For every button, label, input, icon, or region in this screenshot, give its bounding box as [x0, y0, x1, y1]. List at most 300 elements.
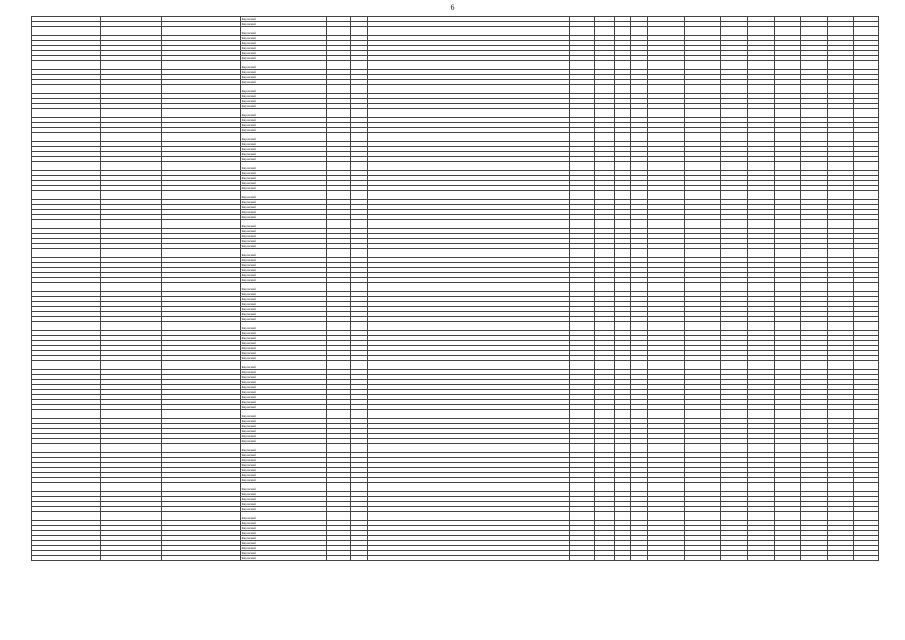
table-cell — [747, 191, 774, 200]
table-cell — [647, 444, 684, 453]
table-cell — [631, 109, 647, 118]
table-cell — [774, 322, 801, 331]
table-cell — [161, 556, 240, 561]
table-cell — [721, 361, 748, 370]
table-body — [32, 17, 879, 561]
table-cell: Кировский — [240, 497, 326, 502]
table-cell: Кировский — [240, 336, 326, 341]
table-cell — [647, 483, 684, 492]
table-cell — [32, 410, 101, 419]
table-cell — [647, 361, 684, 370]
table-cell — [854, 483, 879, 492]
table-cell: Кировский — [240, 483, 326, 492]
table-cell — [570, 483, 595, 492]
table-cell: Кировский — [240, 439, 326, 444]
table-cell — [570, 361, 595, 370]
table-cell — [631, 85, 647, 94]
table-cell: Кировский — [240, 186, 326, 191]
table-cell: Кировский — [240, 181, 326, 186]
table-cell — [32, 220, 101, 229]
table-cell — [721, 191, 748, 200]
table-cell: Кировский — [240, 36, 326, 41]
table-cell — [827, 220, 854, 229]
table-cell — [827, 556, 854, 561]
table-cell — [827, 444, 854, 453]
table-cell — [631, 220, 647, 229]
table-cell: Кировский — [240, 268, 326, 273]
table-cell — [721, 444, 748, 453]
table-cell — [367, 27, 570, 36]
table-cell — [615, 283, 631, 292]
table-row — [32, 361, 879, 370]
table-cell — [684, 220, 721, 229]
table-cell — [801, 322, 828, 331]
table-cell — [351, 283, 367, 292]
table-cell: Кировский — [240, 536, 326, 541]
table-cell — [161, 361, 240, 370]
table-cell — [351, 27, 367, 36]
table-cell — [721, 109, 748, 118]
table-cell — [326, 444, 351, 453]
table-cell: Кировский — [240, 419, 326, 424]
table-cell — [647, 512, 684, 521]
table-cell — [684, 85, 721, 94]
table-row — [32, 27, 879, 36]
table-cell: Кировский — [240, 292, 326, 297]
table-cell — [32, 322, 101, 331]
table-cell — [774, 512, 801, 521]
table-cell — [100, 512, 161, 521]
table-cell — [594, 361, 614, 370]
table-cell: Кировский — [240, 61, 326, 70]
table-cell — [326, 283, 351, 292]
table-cell — [615, 512, 631, 521]
table-cell: Кировский — [240, 512, 326, 521]
table-cell — [854, 85, 879, 94]
table-cell: Кировский — [240, 94, 326, 99]
table-cell — [570, 249, 595, 258]
table-cell — [774, 85, 801, 94]
table-cell — [594, 162, 614, 171]
table-cell: Кировский — [240, 162, 326, 171]
table-cell — [854, 109, 879, 118]
table-cell — [827, 512, 854, 521]
table-cell — [615, 162, 631, 171]
table-cell — [326, 162, 351, 171]
table-cell: Кировский — [240, 215, 326, 220]
table-cell: Кировский — [240, 104, 326, 109]
table-cell — [827, 283, 854, 292]
table-cell — [367, 162, 570, 171]
table-cell — [351, 444, 367, 453]
table-cell: Кировский — [240, 17, 326, 22]
table-cell: Кировский — [240, 390, 326, 395]
table-cell — [32, 512, 101, 521]
table-cell — [721, 283, 748, 292]
table-cell — [594, 410, 614, 419]
table-cell — [647, 61, 684, 70]
table-cell — [721, 410, 748, 419]
table-cell — [615, 109, 631, 118]
table-cell: Кировский — [240, 51, 326, 56]
table-cell — [161, 109, 240, 118]
table-cell — [326, 85, 351, 94]
table-cell — [100, 27, 161, 36]
table-cell: Кировский — [240, 468, 326, 473]
table-cell: Кировский — [240, 147, 326, 152]
table-cell — [827, 27, 854, 36]
table-cell — [326, 249, 351, 258]
table-cell — [367, 249, 570, 258]
table-cell — [351, 322, 367, 331]
table-cell: Кировский — [240, 302, 326, 307]
table-cell — [570, 61, 595, 70]
table-cell — [854, 444, 879, 453]
table-cell: Кировский — [240, 507, 326, 512]
table-cell — [827, 109, 854, 118]
table-cell — [351, 556, 367, 561]
table-cell — [594, 444, 614, 453]
table-cell — [647, 133, 684, 142]
table-cell — [570, 133, 595, 142]
table-cell — [684, 109, 721, 118]
table-cell — [827, 85, 854, 94]
table-cell: Кировский — [240, 239, 326, 244]
table-cell — [801, 512, 828, 521]
table-cell — [594, 283, 614, 292]
table-cell — [721, 322, 748, 331]
table-cell — [747, 283, 774, 292]
table-cell: Кировский — [240, 434, 326, 439]
table-cell — [827, 249, 854, 258]
table-cell — [351, 483, 367, 492]
table-cell — [615, 410, 631, 419]
table-cell — [161, 85, 240, 94]
table-cell — [32, 283, 101, 292]
table-cell: Кировский — [240, 458, 326, 463]
table-cell — [326, 61, 351, 70]
table-cell — [721, 556, 748, 561]
table-cell — [100, 191, 161, 200]
table-cell — [631, 322, 647, 331]
table-cell — [326, 109, 351, 118]
table-cell: Кировский — [240, 551, 326, 556]
table-cell: Кировский — [240, 118, 326, 123]
table-cell: Кировский — [240, 46, 326, 51]
table-cell: Кировский — [240, 229, 326, 234]
table-cell — [326, 556, 351, 561]
table-cell — [100, 444, 161, 453]
table-cell — [631, 249, 647, 258]
table-row — [32, 249, 879, 258]
table-cell — [32, 61, 101, 70]
table-cell — [631, 133, 647, 142]
table-cell — [100, 109, 161, 118]
table-cell — [854, 361, 879, 370]
table-cell — [615, 220, 631, 229]
table-cell — [32, 191, 101, 200]
table-cell — [32, 249, 101, 258]
table-cell — [351, 220, 367, 229]
table-cell: Кировский — [240, 171, 326, 176]
table-cell — [615, 361, 631, 370]
table-cell: Кировский — [240, 380, 326, 385]
table-cell — [747, 133, 774, 142]
table-cell — [367, 85, 570, 94]
table-cell: Кировский — [240, 478, 326, 483]
table-cell — [801, 133, 828, 142]
table-cell — [351, 85, 367, 94]
table-cell: Кировский — [240, 492, 326, 497]
table-cell — [100, 61, 161, 70]
table-cell — [684, 191, 721, 200]
table-cell: Кировский — [240, 453, 326, 458]
table-cell — [801, 27, 828, 36]
table-cell — [615, 249, 631, 258]
table-cell — [615, 27, 631, 36]
table-cell — [351, 249, 367, 258]
table-cell — [747, 556, 774, 561]
table-cell: Кировский — [240, 41, 326, 46]
table-cell — [721, 249, 748, 258]
table-cell — [615, 191, 631, 200]
table-cell — [854, 191, 879, 200]
table-cell — [594, 512, 614, 521]
table-cell — [570, 322, 595, 331]
table-cell — [747, 249, 774, 258]
table-cell — [631, 162, 647, 171]
table-cell — [647, 109, 684, 118]
table-cell — [594, 85, 614, 94]
table-cell — [854, 410, 879, 419]
table-cell — [801, 556, 828, 561]
table-cell — [326, 191, 351, 200]
table-cell — [854, 283, 879, 292]
table-cell — [351, 191, 367, 200]
table-cell — [647, 283, 684, 292]
registry-table — [31, 16, 879, 561]
table-cell — [326, 483, 351, 492]
table-cell — [631, 410, 647, 419]
table-cell — [570, 283, 595, 292]
table-cell: Кировский — [240, 375, 326, 380]
table-cell: Кировский — [240, 405, 326, 410]
table-cell: Кировский — [240, 249, 326, 258]
table-cell — [32, 162, 101, 171]
table-cell — [801, 162, 828, 171]
table-cell — [827, 133, 854, 142]
table-cell — [32, 483, 101, 492]
table-cell — [684, 27, 721, 36]
table-cell: Кировский — [240, 157, 326, 162]
table-cell — [32, 109, 101, 118]
table-cell — [774, 162, 801, 171]
table-row — [32, 61, 879, 70]
table-cell — [801, 283, 828, 292]
table-row — [32, 191, 879, 200]
table-cell — [631, 444, 647, 453]
table-cell — [100, 322, 161, 331]
table-cell — [774, 133, 801, 142]
table-row — [32, 410, 879, 419]
table-cell — [367, 109, 570, 118]
table-cell — [615, 133, 631, 142]
table-cell: Кировский — [240, 424, 326, 429]
table-cell — [647, 322, 684, 331]
table-cell: Кировский — [240, 27, 326, 36]
table-cell — [801, 361, 828, 370]
table-cell — [100, 410, 161, 419]
table-cell: Кировский — [240, 283, 326, 292]
table-cell — [747, 27, 774, 36]
table-cell: Кировский — [240, 341, 326, 346]
table-cell — [647, 85, 684, 94]
table-cell — [367, 191, 570, 200]
table-cell — [684, 249, 721, 258]
table-cell — [161, 410, 240, 419]
table-cell — [326, 410, 351, 419]
table-cell — [774, 61, 801, 70]
table-cell: Кировский — [240, 234, 326, 239]
table-cell — [747, 483, 774, 492]
table-cell — [854, 27, 879, 36]
table-cell — [570, 85, 595, 94]
table-cell — [774, 361, 801, 370]
table-cell: Кировский — [240, 128, 326, 133]
table-cell — [367, 512, 570, 521]
table-cell — [161, 249, 240, 258]
table-cell: Кировский — [240, 56, 326, 61]
table-cell — [326, 322, 351, 331]
table-cell — [684, 556, 721, 561]
table-cell — [594, 61, 614, 70]
table-cell: Кировский — [240, 444, 326, 453]
table-cell — [684, 162, 721, 171]
table-cell — [747, 85, 774, 94]
table-cell: Кировский — [240, 109, 326, 118]
table-cell — [684, 444, 721, 453]
table-cell — [161, 220, 240, 229]
table-cell — [367, 61, 570, 70]
table-cell — [631, 283, 647, 292]
table-cell: Кировский — [240, 176, 326, 181]
table-cell — [747, 410, 774, 419]
table-cell — [367, 220, 570, 229]
table-cell — [161, 27, 240, 36]
table-cell — [326, 220, 351, 229]
table-cell — [615, 444, 631, 453]
table-cell — [32, 556, 101, 561]
table-cell — [801, 249, 828, 258]
table-cell — [721, 133, 748, 142]
table-cell: Кировский — [240, 307, 326, 312]
table-cell — [721, 512, 748, 521]
table-cell — [100, 556, 161, 561]
table-cell — [326, 27, 351, 36]
table-cell — [774, 191, 801, 200]
table-cell — [570, 410, 595, 419]
table-cell — [326, 512, 351, 521]
table-cell: Кировский — [240, 297, 326, 302]
table-row — [32, 444, 879, 453]
table-cell — [774, 109, 801, 118]
table-cell — [570, 191, 595, 200]
table-cell — [854, 162, 879, 171]
table-cell — [647, 556, 684, 561]
table-cell — [594, 483, 614, 492]
table-cell — [801, 444, 828, 453]
table-cell: Кировский — [240, 322, 326, 331]
table-cell — [32, 444, 101, 453]
table-cell — [747, 444, 774, 453]
table-cell: Кировский — [240, 22, 326, 27]
table-cell — [827, 162, 854, 171]
table-cell — [367, 444, 570, 453]
table-cell — [774, 556, 801, 561]
table-cell: Кировский — [240, 429, 326, 434]
table-cell — [801, 85, 828, 94]
table-cell: Кировский — [240, 351, 326, 356]
table-cell: Кировский — [240, 210, 326, 215]
table-cell: Кировский — [240, 278, 326, 283]
table-cell — [161, 322, 240, 331]
table-cell — [32, 133, 101, 142]
table-cell: Кировский — [240, 133, 326, 142]
table-cell — [647, 162, 684, 171]
table-cell: Кировский — [240, 191, 326, 200]
table-cell — [721, 220, 748, 229]
table-cell — [647, 249, 684, 258]
table-cell — [801, 220, 828, 229]
table-cell: Кировский — [240, 152, 326, 157]
table-cell — [854, 322, 879, 331]
table-cell — [100, 249, 161, 258]
table-cell — [631, 27, 647, 36]
table-cell — [854, 512, 879, 521]
table-cell — [801, 191, 828, 200]
table-cell — [570, 512, 595, 521]
table-cell — [774, 283, 801, 292]
table-cell — [100, 483, 161, 492]
table-cell: Кировский — [240, 356, 326, 361]
table-cell — [351, 361, 367, 370]
table-cell — [351, 61, 367, 70]
table-cell — [367, 322, 570, 331]
table-cell — [774, 249, 801, 258]
table-cell — [721, 162, 748, 171]
table-cell — [747, 361, 774, 370]
table-cell — [854, 556, 879, 561]
table-cell: Кировский — [240, 317, 326, 322]
table-cell — [32, 85, 101, 94]
table-cell: Кировский — [240, 521, 326, 526]
table-cell — [615, 85, 631, 94]
table-cell: Кировский — [240, 244, 326, 249]
table-cell — [747, 512, 774, 521]
table-cell — [161, 512, 240, 521]
table-cell — [854, 133, 879, 142]
table-cell — [801, 483, 828, 492]
table-cell — [594, 220, 614, 229]
table-cell: Кировский — [240, 273, 326, 278]
table-cell — [615, 61, 631, 70]
table-row — [32, 512, 879, 521]
table-cell — [684, 283, 721, 292]
table-cell: Кировский — [240, 142, 326, 147]
table-cell — [615, 556, 631, 561]
table-cell — [570, 27, 595, 36]
table-cell: Кировский — [240, 502, 326, 507]
